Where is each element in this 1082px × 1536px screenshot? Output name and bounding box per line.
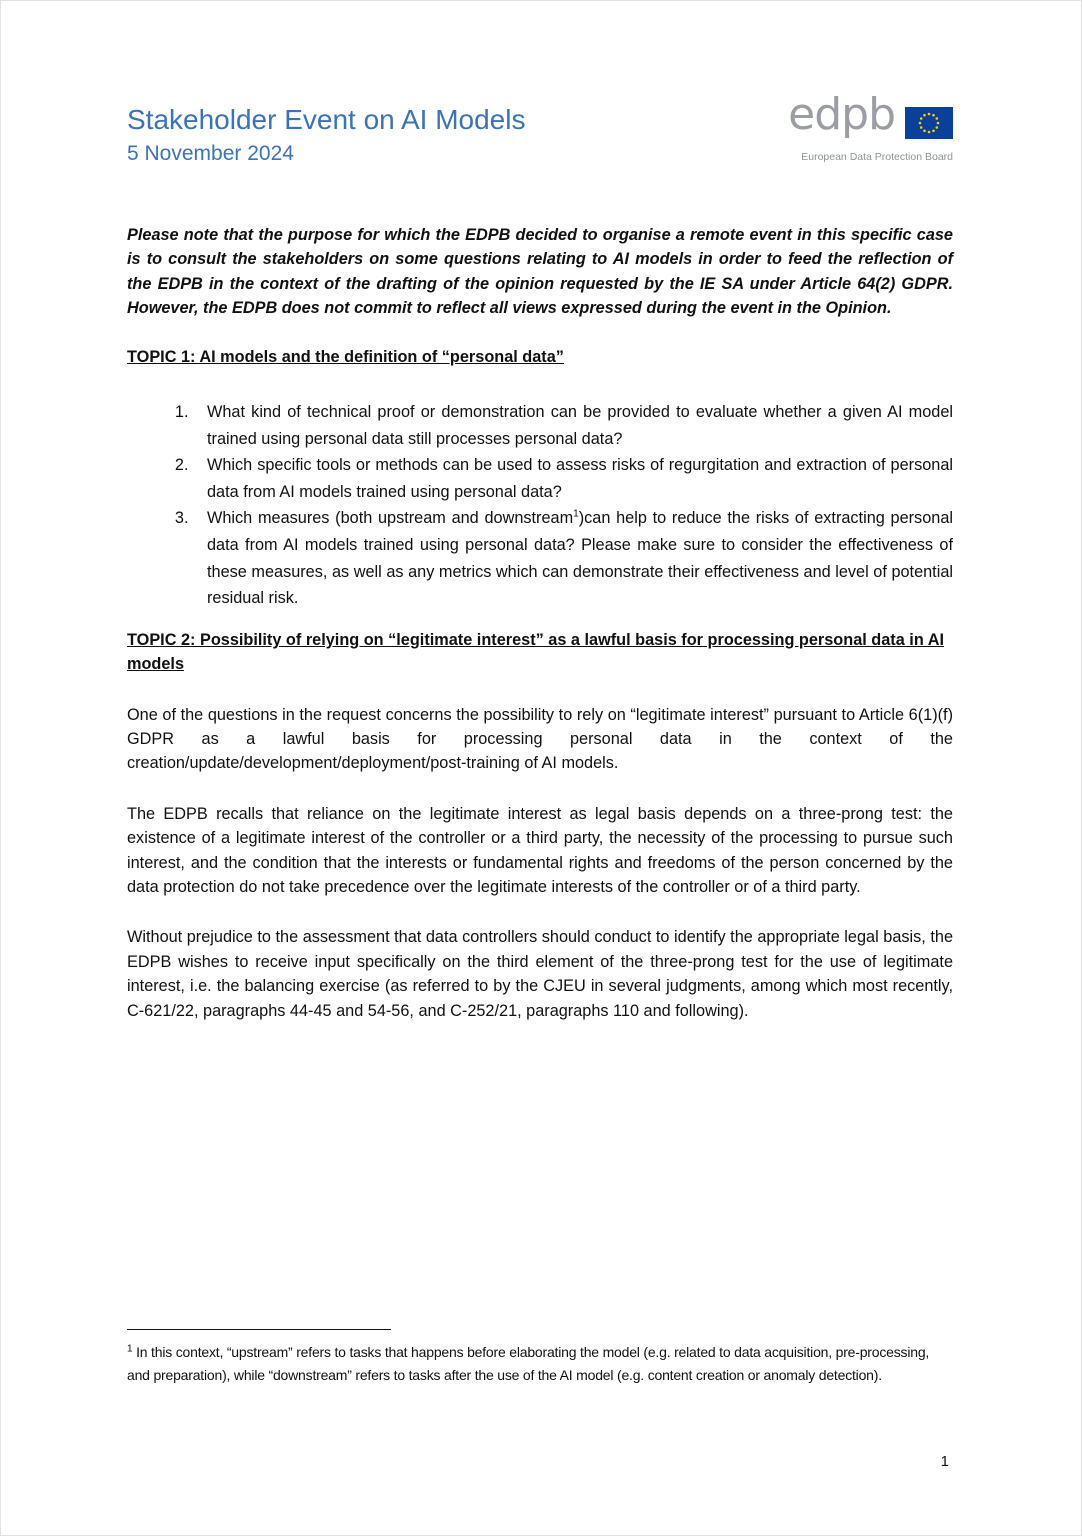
document-body [127,223,953,1023]
topic-2-paragraph-3: Without prejudice to the assessment that data controllers should conduct to identify the appropriate legal basis, the EDPB wishes to receive input specifically on the third element of the three-prong test for the use of legitimate interest, i.e. the balancing exercise (as referred to by the CJEU in several judgments, among which most recently, C-621/22, paragraphs 44-45 and 54-56, and C-252/21, paragraphs 110 and following). [127,928,953,1020]
topic-1-heading: TOPIC 1: AI models and the definition of “personal data” [127,347,564,366]
topic-2-heading: TOPIC 2: Possibility of relying on “legitimate interest” as a lawful basis for processing personal data in AI models [127,630,944,674]
notice-paragraph: Please note that the purpose for which the EDPB decided to organise a remote event in this specific case is to consult the stakeholders on some questions relating to AI models in order to feed the reflection of the EDPB in the context of the drafting of the opinion requested by the IE SA under Article 64(2) GDPR. However, the EDPB does not commit to reflect all views expressed during the event in the Opinion. [127,226,953,318]
footnote-text: In this context, “upstream” refers to tasks that happens before elaborating the model (e.g. related to data acquisition, pre-processing, and preparation), while “downstream” refers to tasks after the use of the AI model (e.g. content creation or anomaly detection). [127,1344,930,1383]
question-3 [193,505,953,611]
question-3-text-end: )can help to reduce the risks of extracting personal data from AI models trained using personal data? Please make sure to consider the effectiveness of these measures, as well as any metrics which can demonstrate their effectiveness and level of potential residual risk. [207,509,953,608]
footnote-marker: 1 [127,1343,133,1355]
footnote-separator [127,1329,391,1330]
eu-flag-icon [905,107,953,139]
question-1: 1. What kind of technical proof or demonstration can be provided to evaluate whether a given AI model trained using personal data still processes personal data? [193,399,953,452]
edpb-logo [781,89,953,169]
question-3-text-start: Which measures (both upstream and downstream [207,509,574,528]
footnote-ref[interactable]: 1 [573,508,579,520]
page-header [127,89,953,173]
topic-2-paragraph-1: One of the questions in the request concerns the possibility to rely on “legitimate interest” pursuant to Article 6(1)(f) GDPR as a lawful basis for processing personal data in the context of the creation/update/development/deployment/post-training of AI models. [127,705,953,773]
footnote [127,1341,953,1387]
document-date: 5 November 2024 [127,142,294,165]
logo-wordmark: edpb [788,89,895,140]
question-2: 2. Which specific tools or methods can be used to assess risks of regurgitation and extraction of personal data from AI models trained using personal data? [193,452,953,505]
logo-subtitle: European Data Protection Board [801,151,953,163]
topic-1-question-list [127,399,953,612]
document-title: Stakeholder Event on AI Models [127,104,526,135]
topic-2-paragraph-2: The EDPB recalls that reliance on the legitimate interest as legal basis depends on a three-prong test: the existence of a legitimate interest of the controller or a third party, the necessity of the processing to pursue such interest, and the condition that the interests or fundamental rights and freedoms of the person concerned by the data protection do not take precedence over the legitimate interests of the controller or of a third party. [127,804,953,897]
page-number: 1 [940,1453,949,1470]
